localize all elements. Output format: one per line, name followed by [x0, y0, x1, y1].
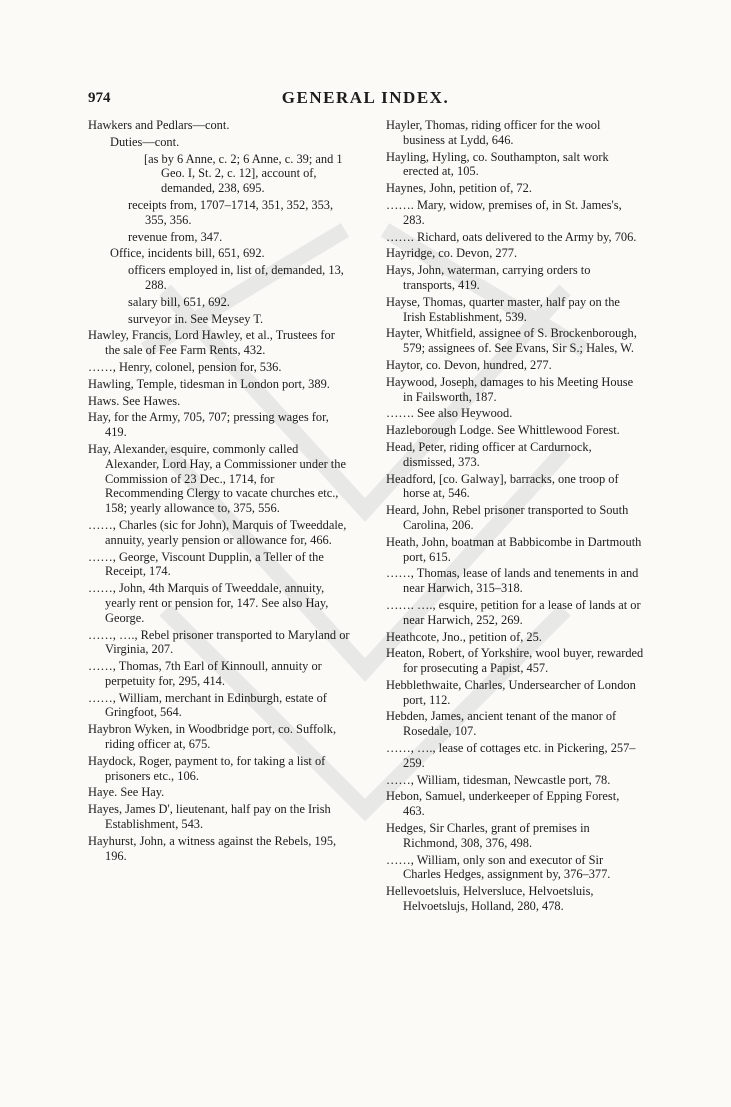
index-entry: Duties—cont.	[110, 134, 180, 149]
index-entry: Hebblethwaite, Charles, Undersearcher of London port, 112.	[386, 677, 636, 707]
index-column-left	[88, 118, 350, 865]
index-entry: Headford, [co. Galway], barracks, one troop of horse at, 546.	[386, 471, 619, 501]
index-entry: Heaton, Robert, of Yorkshire, wool buyer, rewarded for prosecuting a Papist, 457.	[386, 646, 644, 676]
index-column-right	[386, 118, 644, 916]
index-entry: Hawley, Francis, Lord Hawley, et al., Trustees for the sale of Fee Farm Rents, 432.	[88, 328, 335, 358]
index-entry: Hay, Alexander, esquire, commonly called Alexander, Lord Hay, a Commissioner under the Commission of 23 Dec., 1714, for Recommending Clergy to vacate churches etc., 158; yearly allowance to, 375, 556.	[88, 441, 346, 516]
index-entry: Hays, John, waterman, carrying orders to transports, 419.	[386, 263, 591, 292]
index-entry: Haye. See Hay.	[88, 785, 165, 800]
page-title: GENERAL INDEX.	[281, 88, 450, 107]
index-entry: Hayler, Thomas, riding officer for the wool business at Lydd, 646.	[386, 118, 601, 147]
index-entry: Heathcote, Jno., petition of, 25.	[386, 629, 542, 644]
index-entry: Heard, John, Rebel prisoner transported to South Carolina, 206.	[386, 503, 629, 532]
index-entry: ……. Mary, widow, premises of, in St. James's, 283.	[386, 197, 622, 227]
index-entry: Haywood, Joseph, damages to his Meeting House in Failsworth, 187.	[386, 374, 634, 404]
index-entry: ……, George, Viscount Dupplin, a Teller of the Receipt, 174.	[88, 549, 324, 579]
index-entry: Haydock, Roger, payment to, for taking a list of prisoners etc., 106.	[88, 753, 326, 783]
index-entry: ……, William, only son and executor of Sir Charles Hedges, assignment by, 376–377.	[386, 852, 611, 882]
index-entry: ……. Richard, oats delivered to the Army by, 706.	[386, 229, 637, 244]
index-entry: ……, …., Rebel prisoner transported to Maryland or Virginia, 207.	[88, 627, 350, 657]
index-entry: ……, Henry, colonel, pension for, 536.	[88, 359, 282, 374]
index-entry: Hay, for the Army, 705, 707; pressing wages for, 419.	[88, 410, 329, 440]
index-entry: salary bill, 651, 692.	[128, 294, 230, 309]
index-entry: Hayling, Hyling, co. Southampton, salt work erected at, 105.	[386, 149, 609, 179]
index-entry: ……. See also Heywood.	[386, 406, 513, 421]
index-entry: Haws. See Hawes.	[88, 393, 181, 408]
index-entry: receipts from, 1707–1714, 351, 352, 353, 355, 356.	[128, 197, 334, 227]
index-entry: Head, Peter, riding officer at Cardurnock, dismissed, 373.	[386, 439, 592, 469]
index-entry: Hazleborough Lodge. See Whittlewood Forest.	[386, 423, 620, 438]
index-entry: Hedges, Sir Charles, grant of premises in Richmond, 308, 376, 498.	[386, 821, 590, 850]
index-entry: Hayridge, co. Devon, 277.	[386, 246, 518, 261]
index-entry: Hayter, Whitfield, assignee of S. Brockenborough, 579; assignees of. See Evans, Sir S.; Hales, W.	[386, 326, 637, 356]
page-number: 974	[88, 90, 111, 106]
index-entry: surveyor in. See Meysey T.	[128, 311, 264, 326]
index-entry: Office, incidents bill, 651, 692.	[110, 246, 265, 261]
index-entry: Haytor, co. Devon, hundred, 277.	[386, 357, 552, 372]
index-entry: officers employed in, list of, demanded, 13, 288.	[128, 263, 344, 292]
index-entry: Hawkers and Pedlars—cont.	[88, 118, 230, 132]
index-entry: Hayes, James D', lieutenant, half pay on the Irish Establishment, 543.	[88, 802, 331, 832]
index-entry: Heath, John, boatman at Babbicombe in Dartmouth port, 615.	[386, 534, 642, 564]
index-entry: Hayhurst, John, a witness against the Rebels, 195, 196.	[88, 833, 337, 863]
index-entry: Hebden, James, ancient tenant of the manor of Rosedale, 107.	[386, 709, 617, 739]
index-entry: [as by 6 Anne, c. 2; 6 Anne, c. 39; and 1 Geo. I, St. 2, c. 12], account of, demanded, 238, 695.	[144, 151, 343, 196]
index-entry: revenue from, 347.	[128, 229, 223, 244]
index-entry: ……, …., lease of cottages etc. in Pickering, 257–259.	[386, 741, 636, 770]
index-entry: Hellevoetsluis, Helversluce, Helvoetsluis, Helvoetslujs, Holland, 280, 478.	[386, 884, 594, 914]
index-entry: ……, William, merchant in Edinburgh, estate of Gringfoot, 564.	[88, 690, 327, 720]
index-entry: Hebon, Samuel, underkeeper of Epping Forest, 463.	[386, 789, 620, 819]
index-entry: ……, Thomas, 7th Earl of Kinnoull, annuity or perpetuity for, 295, 414.	[88, 659, 322, 688]
index-entry: Haynes, John, petition of, 72.	[386, 181, 532, 196]
index-entry: ……, Charles (sic for John), Marquis of Tweeddale, annuity, yearly pension or allowance for, 466.	[88, 517, 347, 547]
index-entry: Hawling, Temple, tidesman in London port, 389.	[88, 376, 330, 391]
index-entry: ……, John, 4th Marquis of Tweeddale, annuity, yearly rent or pension for, 147. See also Hay, George.	[88, 581, 329, 625]
index-entry: Hayse, Thomas, quarter master, half pay on the Irish Establishment, 539.	[386, 294, 620, 324]
index-entry: ……, William, tidesman, Newcastle port, 78.	[386, 772, 611, 787]
index-entry: Haybron Wyken, in Woodbridge port, co. Suffolk, riding officer at, 675.	[88, 722, 337, 752]
index-entry: ……. …., esquire, petition for a lease of lands at or near Harwich, 252, 269.	[386, 597, 641, 627]
index-entry: ……, Thomas, lease of lands and tenements in and near Harwich, 315–318.	[386, 566, 639, 596]
